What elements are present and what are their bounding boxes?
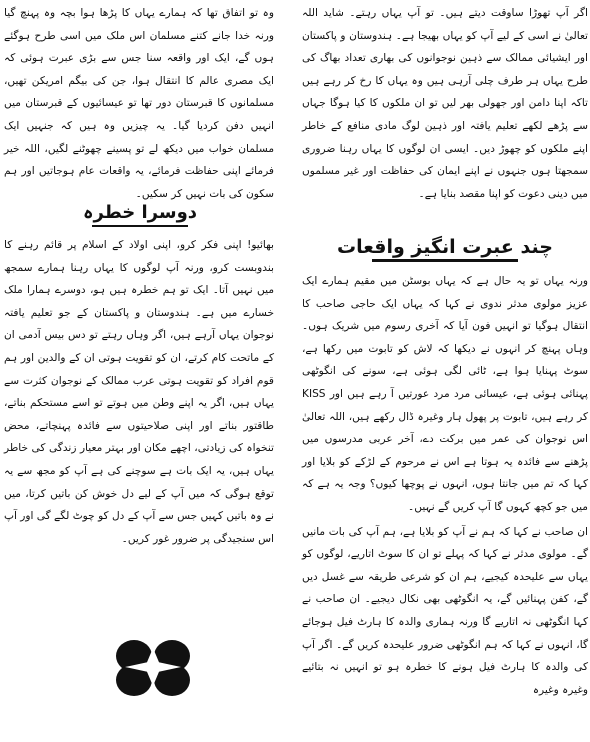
right-section-heading: چند عبرت انگیز واقعات [300, 228, 590, 266]
right-column [302, 2, 588, 205]
left-intro-paragraph: وہ تو اتفاق تھا کہ ہمارے یہاں کا پڑھا ہوا بچہ وہ پہنچ گیا ورنہ خدا جانے کتنے مسلمان اس ملک میں اسی طرح ہوگئے ہوں گے، ایک اور واقعہ سنا جس سے بڑی عبرت ہوئی کہ ایک مصری عالم کا انتقال ہوا، جن کی بیگم امریکن تھیں، مسلمانوں کا قبرستان دور تھا تو عیسائیوں کے قبرستان میں انہیں دفن کردیا گیا۔ یہ چیزیں وہ ہیں کہ جنہیں ایک مسلمان خواب میں دیکھ لے تو پسینے چھوٹنے لگیں، اللہ خیر فرمائے اپنی حفاظت فرمائے، یہ واقعات عام ہوجاتیں اور ہم سکون کی بات نہیں کر سکیں۔ [4, 7, 274, 200]
right-paragraph-1: ورنہ یہاں تو یہ حال ہے کہ یہاں بوسٹن میں مقیم ہمارے ایک عزیز مولوی مدثر ندوی نے کہا کہ یہاں ایک حاجی صاحب کا انتقال ہوگیا تو انہیں فون آیا کہ آخری رسوم میں شریک ہوں۔ وہاں پہنچ کر انہوں نے دیکھا کہ لاش کو تابوت میں رکھا ہے، سوٹ پہنایا ہوا ہے، ٹائی لگی ہوئی ہے، سونے کی انگوٹھی پہنائی ہوئی ہے، عیسائی مرد مرد عورتیں آ رہے ہیں اور KISS کر رہے ہیں، تابوت پر پھول ہار وغیرہ ڈال رکھے ہیں، اللہ تعالیٰ اس نوجوان کی عمر میں برکت دے، آخر عربی مدرسوں میں پڑھنے سے فائدہ یہ ہوتا ہے اس نے مرحوم کے لڑکے کو بلایا اور کہا کہ تم میں جانتا ہوں، انہوں نے پوچھا کیوں؟ وجہ یہ ہے کہ میں جو کچھ کہوں گا آپ کریں گے نہیں۔ [302, 275, 588, 513]
right-body [302, 270, 588, 701]
left-body [4, 234, 274, 550]
left-paragraph-1: بھائیو! اپنی فکر کرو، اپنی اولاد کے اسلام پر قائم رہنے کا بندوبست کرو، ورنہ آپ لوگوں کا یہاں رہنا ہمارے سمجھ میں نہیں آتا۔ ایک تو ہم خطرہ ہیں ہو، دوسرے ہمارا ملک خسارے میں ہے۔ ہندوستان و پاکستان کے جو تعلیم یافتہ نوجوان یہاں آرہے ہیں، اگر وہاں رہتے تو دس بیس آدمی ان کے ماتحت کام کرتے، ان کو تقویت ہوتی ان کے والدین اور ہم قوم افراد کو تقویت ہوتی عرب ممالک کے نوجوان کثرت سے یہاں ہیں، اگر یہ اپنے وطن میں ہوتے تو اسے مستحکم بناتے، طاقتور بناتے اور اپنی صلاحیتوں سے فائدہ پہنچاتے، محض تنخواہ کی زیادتی، اچھے مکان اور بہتر معیار زندگی کی خاطر یہاں ہیں، یہ ایک بات ہے سوچنے کی ہے آپ کو مجھ سے یہ توقع ہوگی کہ میں آپ کے لیے دل خوش کن باتیں کرتا، میں نے وہ باتیں کہیں جس سے آپ کے دل کو چوٹ لگے گی اور آپ اس سنجیدگی پر ضرور غور کریں۔ [3, 239, 274, 545]
right-paragraph-2: ان صاحب نے کہا کہ ہم نے آپ کو بلایا ہے، ہم آپ کی بات مانیں گے۔ مولوی مدثر نے کہا کہ پہلے تو ان کا سوٹ اتاریے، لوگوں کو یہاں سے علیحدہ کیجیے، ہم ان کو شرعی طریقہ سے غسل دیں گے، کفن پہنائیں گے، یہ انگوٹھی بھی نکال دیجیے۔ ان صاحب نے کہا انگوٹھی نہ اتاریے گا ورنہ ہماری والدہ کا ہارٹ فیل ہوجائے گا، انہوں نے کہا کہ ہم انگوٹھی ضرور علیحدہ کریں گے۔ اگر آپ کی والدہ کا ہارٹ فیل ہونے کا خطرہ ہو تو انہیں نہ بتائیے وغیرہ وغیرہ [302, 525, 588, 696]
right-intro-paragraph: اگر آپ تھوڑا ساوقت دیتے ہیں۔ تو آپ یہاں رہتے۔ شاید اللہ تعالیٰ نے اسی کے لیے آپ کو یہاں بھیجا ہے۔ ہندوستان و پاکستان اور ایشیائی ممالک سے ذہین نوجوانوں کی بھاری تعداد بھاگ کی طرح یہاں ہر طرف چلی آرہی ہیں وہ یہاں کا رخ کر رہے ہیں تاکہ اپنا دامن اور جھولی بھر لیں تو ان ملکوں کا کیا ہوگا جہاں سے پڑھے لکھے تعلیم یافتہ اور ذہین لوگ مادی منافع کے خاطر اپنے ملکوں کو چھوڑ دیں۔ ایسی ان لوگوں کا یہاں رہنا ضروری سمجھتا ہوں جنہوں نے اپنے ایمان کی حفاظت اور غیر مسلموں میں دینی دعوت کو اپنا مقصد بنایا ہے۔ [302, 7, 588, 200]
decorative-ornament [110, 634, 196, 700]
left-column [4, 2, 274, 205]
left-section-heading: دوسرا خطرہ [0, 197, 280, 229]
